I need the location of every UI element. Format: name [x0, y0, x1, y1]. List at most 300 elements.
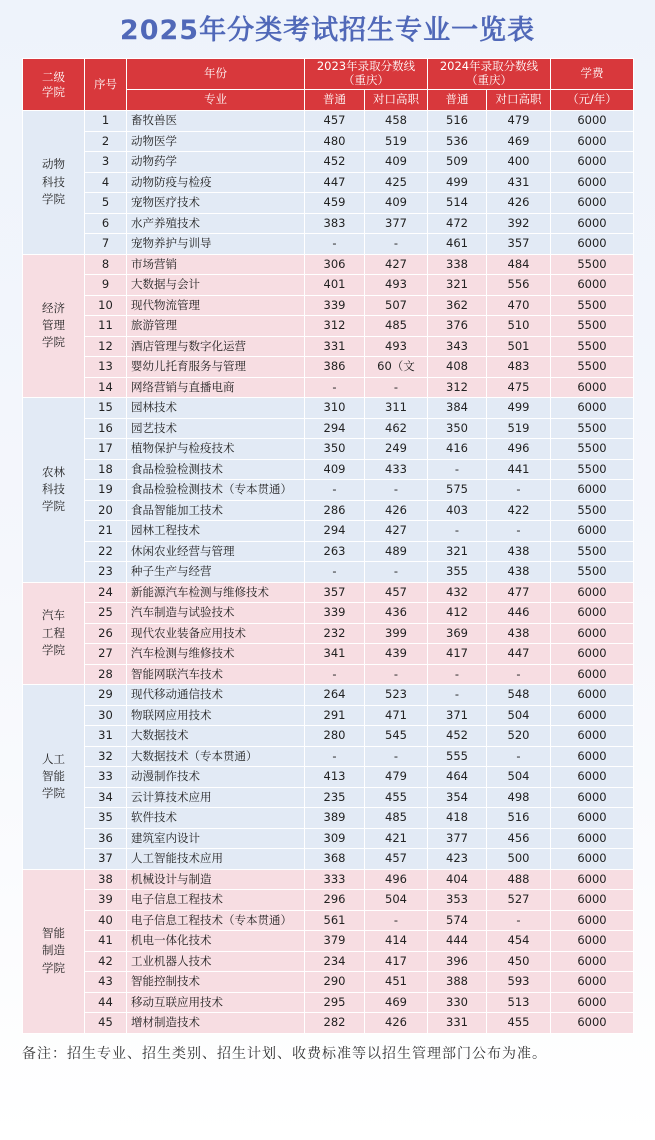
2023-normal-cell: 339	[305, 295, 365, 316]
2023-vocational-cell: -	[365, 664, 428, 685]
college-name: 经济 管理 学院	[23, 254, 85, 398]
major-cell: 婴幼儿托育服务与管理	[127, 357, 305, 378]
2023-normal-cell: 232	[305, 623, 365, 644]
2024-vocational-cell: 456	[487, 828, 551, 849]
2023-vocational-cell: 457	[365, 849, 428, 870]
tuition-cell: 5500	[551, 295, 634, 316]
col-header-tuition: 学费	[551, 59, 634, 90]
2023-vocational-cell: 60（文	[365, 357, 428, 378]
2023-vocational-cell: 496	[365, 869, 428, 890]
table-row	[23, 316, 634, 337]
seq-cell: 35	[85, 808, 127, 829]
major-cell: 园林技术	[127, 398, 305, 419]
2024-normal-cell: 444	[428, 931, 487, 952]
2023-vocational-cell: 493	[365, 275, 428, 296]
table-row	[23, 623, 634, 644]
major-cell: 网络营销与直播电商	[127, 377, 305, 398]
tuition-cell: 6000	[551, 992, 634, 1013]
major-cell: 休闲农业经营与管理	[127, 541, 305, 562]
2023-normal-cell: 290	[305, 972, 365, 993]
major-cell: 现代移动通信技术	[127, 685, 305, 706]
2023-vocational-cell: -	[365, 910, 428, 931]
seq-cell: 37	[85, 849, 127, 870]
tuition-cell: 6000	[551, 951, 634, 972]
major-cell: 水产养殖技术	[127, 213, 305, 234]
tuition-cell: 6000	[551, 869, 634, 890]
major-cell: 动物药学	[127, 152, 305, 173]
col-header-college: 二级 学院	[23, 59, 85, 111]
2024-normal-cell: 404	[428, 869, 487, 890]
major-cell: 食品检验检测技术（专本贯通）	[127, 480, 305, 501]
2023-vocational-cell: 493	[365, 336, 428, 357]
2024-normal-cell: 452	[428, 726, 487, 747]
table-row	[23, 418, 634, 439]
2024-normal-cell: 343	[428, 336, 487, 357]
2024-normal-cell: -	[428, 685, 487, 706]
major-cell: 增材制造技术	[127, 1013, 305, 1034]
2024-normal-cell: 516	[428, 111, 487, 132]
2024-normal-cell: 354	[428, 787, 487, 808]
2023-vocational-cell: 249	[365, 439, 428, 460]
table-row	[23, 582, 634, 603]
2024-vocational-cell: 556	[487, 275, 551, 296]
table-row	[23, 439, 634, 460]
seq-cell: 14	[85, 377, 127, 398]
2024-normal-cell: 369	[428, 623, 487, 644]
tuition-cell: 6000	[551, 172, 634, 193]
2023-normal-cell: -	[305, 746, 365, 767]
2023-vocational-cell: 451	[365, 972, 428, 993]
2024-vocational-cell: 488	[487, 869, 551, 890]
tuition-cell: 6000	[551, 377, 634, 398]
2023-vocational-cell: 426	[365, 500, 428, 521]
2023-normal-cell: 234	[305, 951, 365, 972]
tuition-cell: 6000	[551, 131, 634, 152]
2024-vocational-cell: 426	[487, 193, 551, 214]
2023-normal-cell: 357	[305, 582, 365, 603]
2024-normal-cell: 330	[428, 992, 487, 1013]
major-cell: 工业机器人技术	[127, 951, 305, 972]
2024-vocational-cell: 498	[487, 787, 551, 808]
2024-normal-cell: 331	[428, 1013, 487, 1034]
college-name: 动物 科技 学院	[23, 111, 85, 255]
2024-vocational-cell: 513	[487, 992, 551, 1013]
seq-cell: 43	[85, 972, 127, 993]
table-row	[23, 295, 634, 316]
2023-vocational-cell: 479	[365, 767, 428, 788]
major-cell: 智能控制技术	[127, 972, 305, 993]
2023-normal-cell: 350	[305, 439, 365, 460]
tuition-cell: 6000	[551, 582, 634, 603]
2024-vocational-cell: 422	[487, 500, 551, 521]
2023-vocational-cell: -	[365, 234, 428, 255]
tuition-cell: 5500	[551, 459, 634, 480]
tuition-cell: 5500	[551, 254, 634, 275]
table-row	[23, 951, 634, 972]
tuition-cell: 6000	[551, 767, 634, 788]
2023-normal-cell: 386	[305, 357, 365, 378]
2023-normal-cell: 296	[305, 890, 365, 911]
table-row	[23, 828, 634, 849]
2024-vocational-cell: -	[487, 664, 551, 685]
table-row	[23, 562, 634, 583]
table-row	[23, 152, 634, 173]
major-cell: 汽车制造与试验技术	[127, 603, 305, 624]
table-row	[23, 111, 634, 132]
2023-vocational-cell: 414	[365, 931, 428, 952]
major-cell: 人工智能技术应用	[127, 849, 305, 870]
major-cell: 汽车检测与维修技术	[127, 644, 305, 665]
table-row	[23, 500, 634, 521]
2023-normal-cell: 389	[305, 808, 365, 829]
2023-normal-cell: 280	[305, 726, 365, 747]
col-header-tuition-unit: （元/年）	[551, 90, 634, 111]
2023-vocational-cell: 455	[365, 787, 428, 808]
major-cell: 畜牧兽医	[127, 111, 305, 132]
2023-vocational-cell: 377	[365, 213, 428, 234]
major-cell: 食品智能加工技术	[127, 500, 305, 521]
2023-vocational-cell: 471	[365, 705, 428, 726]
major-cell: 现代物流管理	[127, 295, 305, 316]
seq-cell: 45	[85, 1013, 127, 1034]
2023-vocational-cell: 436	[365, 603, 428, 624]
seq-cell: 30	[85, 705, 127, 726]
major-cell: 电子信息工程技术（专本贯通）	[127, 910, 305, 931]
2023-normal-cell: 294	[305, 418, 365, 439]
col-header-2024-normal: 普通	[428, 90, 487, 111]
2024-vocational-cell: 548	[487, 685, 551, 706]
2023-normal-cell: -	[305, 480, 365, 501]
tuition-cell: 6000	[551, 849, 634, 870]
tuition-cell: 6000	[551, 521, 634, 542]
2023-normal-cell: 263	[305, 541, 365, 562]
seq-cell: 3	[85, 152, 127, 173]
2023-normal-cell: 561	[305, 910, 365, 931]
2024-normal-cell: 514	[428, 193, 487, 214]
tuition-cell: 5500	[551, 541, 634, 562]
major-cell: 建筑室内设计	[127, 828, 305, 849]
table-row	[23, 705, 634, 726]
table-row	[23, 726, 634, 747]
2024-vocational-cell: 475	[487, 377, 551, 398]
2024-vocational-cell: 441	[487, 459, 551, 480]
seq-cell: 39	[85, 890, 127, 911]
2023-normal-cell: -	[305, 562, 365, 583]
col-header-major: 专业	[127, 90, 305, 111]
2024-vocational-cell: 438	[487, 623, 551, 644]
2024-normal-cell: 574	[428, 910, 487, 931]
2023-vocational-cell: -	[365, 562, 428, 583]
footnote: 备注：招生专业、招生类别、招生计划、收费标准等以招生管理部门公布为准。	[22, 1046, 547, 1062]
2023-vocational-cell: 457	[365, 582, 428, 603]
tuition-cell: 6000	[551, 890, 634, 911]
tuition-cell: 6000	[551, 480, 634, 501]
2024-normal-cell: 417	[428, 644, 487, 665]
2024-normal-cell: 396	[428, 951, 487, 972]
col-header-2024: 2024年录取分数线 （重庆）	[428, 59, 551, 90]
2024-vocational-cell: 431	[487, 172, 551, 193]
2024-vocational-cell: 438	[487, 562, 551, 583]
seq-cell: 27	[85, 644, 127, 665]
table-row	[23, 644, 634, 665]
tuition-cell: 5500	[551, 418, 634, 439]
2024-vocational-cell: 454	[487, 931, 551, 952]
tuition-cell: 6000	[551, 603, 634, 624]
2024-normal-cell: 338	[428, 254, 487, 275]
2024-normal-cell: 353	[428, 890, 487, 911]
2024-normal-cell: 350	[428, 418, 487, 439]
seq-cell: 9	[85, 275, 127, 296]
major-cell: 园林工程技术	[127, 521, 305, 542]
major-cell: 机械设计与制造	[127, 869, 305, 890]
2023-vocational-cell: 409	[365, 193, 428, 214]
2023-vocational-cell: 519	[365, 131, 428, 152]
2024-normal-cell: 408	[428, 357, 487, 378]
col-header-2024-vocational: 对口高职	[487, 90, 551, 111]
seq-cell: 40	[85, 910, 127, 931]
2023-normal-cell: 341	[305, 644, 365, 665]
2023-vocational-cell: 427	[365, 254, 428, 275]
2024-normal-cell: 432	[428, 582, 487, 603]
2023-normal-cell: 235	[305, 787, 365, 808]
seq-cell: 26	[85, 623, 127, 644]
2024-vocational-cell: 469	[487, 131, 551, 152]
table-row	[23, 869, 634, 890]
col-header-2023: 2023年录取分数线 （重庆）	[305, 59, 428, 90]
table-row	[23, 1013, 634, 1034]
2023-vocational-cell: 425	[365, 172, 428, 193]
seq-cell: 33	[85, 767, 127, 788]
2024-vocational-cell: -	[487, 521, 551, 542]
2023-normal-cell: -	[305, 377, 365, 398]
major-cell: 食品检验检测技术	[127, 459, 305, 480]
2024-normal-cell: -	[428, 459, 487, 480]
2023-normal-cell: 291	[305, 705, 365, 726]
major-cell: 云计算技术应用	[127, 787, 305, 808]
2024-normal-cell: 416	[428, 439, 487, 460]
2024-vocational-cell: 484	[487, 254, 551, 275]
2024-normal-cell: 312	[428, 377, 487, 398]
seq-cell: 16	[85, 418, 127, 439]
page-title: 2025年分类考试招生专业一览表	[119, 15, 536, 46]
seq-cell: 22	[85, 541, 127, 562]
2023-vocational-cell: 523	[365, 685, 428, 706]
table-row	[23, 992, 634, 1013]
col-header-seq: 序号	[85, 59, 127, 111]
college-name: 智能 制造 学院	[23, 869, 85, 1033]
2023-normal-cell: 264	[305, 685, 365, 706]
2023-normal-cell: 286	[305, 500, 365, 521]
tuition-cell: 6000	[551, 623, 634, 644]
tuition-cell: 6000	[551, 213, 634, 234]
2023-normal-cell: 459	[305, 193, 365, 214]
table-row	[23, 808, 634, 829]
2023-vocational-cell: 485	[365, 316, 428, 337]
seq-cell: 4	[85, 172, 127, 193]
seq-cell: 6	[85, 213, 127, 234]
2024-normal-cell: 362	[428, 295, 487, 316]
2024-normal-cell: 403	[428, 500, 487, 521]
2024-normal-cell: 472	[428, 213, 487, 234]
major-cell: 旅游管理	[127, 316, 305, 337]
2024-vocational-cell: 510	[487, 316, 551, 337]
2024-vocational-cell: 438	[487, 541, 551, 562]
seq-cell: 17	[85, 439, 127, 460]
tuition-cell: 5500	[551, 316, 634, 337]
2024-normal-cell: -	[428, 664, 487, 685]
table-row	[23, 398, 634, 419]
2024-normal-cell: -	[428, 521, 487, 542]
table-row	[23, 213, 634, 234]
2023-vocational-cell: 485	[365, 808, 428, 829]
major-cell: 市场营销	[127, 254, 305, 275]
2024-vocational-cell: 504	[487, 705, 551, 726]
tuition-cell: 6000	[551, 726, 634, 747]
table-row	[23, 541, 634, 562]
2023-vocational-cell: 409	[365, 152, 428, 173]
2024-vocational-cell: 593	[487, 972, 551, 993]
tuition-cell: 5500	[551, 336, 634, 357]
table-row	[23, 664, 634, 685]
college-name: 农林 科技 学院	[23, 398, 85, 583]
table-row	[23, 131, 634, 152]
seq-cell: 11	[85, 316, 127, 337]
tuition-cell: 6000	[551, 193, 634, 214]
2023-normal-cell: 306	[305, 254, 365, 275]
table-row	[23, 377, 634, 398]
seq-cell: 29	[85, 685, 127, 706]
table-row	[23, 336, 634, 357]
major-cell: 电子信息工程技术	[127, 890, 305, 911]
major-cell: 动漫制作技术	[127, 767, 305, 788]
seq-cell: 8	[85, 254, 127, 275]
seq-cell: 34	[85, 787, 127, 808]
2024-normal-cell: 321	[428, 275, 487, 296]
table-row	[23, 603, 634, 624]
2024-vocational-cell: 520	[487, 726, 551, 747]
tuition-cell: 5500	[551, 439, 634, 460]
2023-vocational-cell: -	[365, 746, 428, 767]
seq-cell: 31	[85, 726, 127, 747]
2024-normal-cell: 371	[428, 705, 487, 726]
tuition-cell: 6000	[551, 152, 634, 173]
2023-normal-cell: 294	[305, 521, 365, 542]
2024-vocational-cell: 357	[487, 234, 551, 255]
table-row	[23, 787, 634, 808]
seq-cell: 13	[85, 357, 127, 378]
major-cell: 大数据与会计	[127, 275, 305, 296]
2024-vocational-cell: 450	[487, 951, 551, 972]
2023-normal-cell: 413	[305, 767, 365, 788]
tuition-cell: 6000	[551, 972, 634, 993]
seq-cell: 32	[85, 746, 127, 767]
seq-cell: 23	[85, 562, 127, 583]
major-cell: 宠物养护与训导	[127, 234, 305, 255]
2023-normal-cell: 480	[305, 131, 365, 152]
seq-cell: 28	[85, 664, 127, 685]
2023-vocational-cell: 421	[365, 828, 428, 849]
seq-cell: 5	[85, 193, 127, 214]
table-row	[23, 521, 634, 542]
seq-cell: 15	[85, 398, 127, 419]
2024-vocational-cell: -	[487, 910, 551, 931]
table-row	[23, 275, 634, 296]
2024-normal-cell: 536	[428, 131, 487, 152]
2023-vocational-cell: 507	[365, 295, 428, 316]
tuition-cell: 6000	[551, 234, 634, 255]
2024-vocational-cell: 519	[487, 418, 551, 439]
2023-normal-cell: 447	[305, 172, 365, 193]
table-row	[23, 767, 634, 788]
tuition-cell: 5500	[551, 357, 634, 378]
2023-normal-cell: -	[305, 234, 365, 255]
2023-vocational-cell: 458	[365, 111, 428, 132]
major-cell: 大数据技术（专本贯通）	[127, 746, 305, 767]
tuition-cell: 6000	[551, 1013, 634, 1034]
2023-vocational-cell: 469	[365, 992, 428, 1013]
tuition-cell: 6000	[551, 828, 634, 849]
2023-normal-cell: 310	[305, 398, 365, 419]
table-row	[23, 254, 634, 275]
major-cell: 园艺技术	[127, 418, 305, 439]
tuition-cell: 6000	[551, 705, 634, 726]
major-cell: 机电一体化技术	[127, 931, 305, 952]
2023-normal-cell: 333	[305, 869, 365, 890]
table-row	[23, 459, 634, 480]
2024-vocational-cell: -	[487, 480, 551, 501]
seq-cell: 36	[85, 828, 127, 849]
tuition-cell: 6000	[551, 787, 634, 808]
seq-cell: 12	[85, 336, 127, 357]
table-row	[23, 193, 634, 214]
2023-normal-cell: 312	[305, 316, 365, 337]
seq-cell: 38	[85, 869, 127, 890]
seq-cell: 24	[85, 582, 127, 603]
seq-cell: 20	[85, 500, 127, 521]
seq-cell: 44	[85, 992, 127, 1013]
table-row	[23, 172, 634, 193]
seq-cell: 2	[85, 131, 127, 152]
2024-normal-cell: 377	[428, 828, 487, 849]
major-cell: 宠物医疗技术	[127, 193, 305, 214]
2023-normal-cell: 452	[305, 152, 365, 173]
table-row	[23, 849, 634, 870]
2023-normal-cell: 401	[305, 275, 365, 296]
tuition-cell: 6000	[551, 931, 634, 952]
2024-normal-cell: 555	[428, 746, 487, 767]
2023-vocational-cell: 439	[365, 644, 428, 665]
tuition-cell: 6000	[551, 275, 634, 296]
seq-cell: 18	[85, 459, 127, 480]
2024-normal-cell: 499	[428, 172, 487, 193]
tuition-cell: 6000	[551, 910, 634, 931]
2024-vocational-cell: -	[487, 746, 551, 767]
2024-normal-cell: 321	[428, 541, 487, 562]
major-cell: 动物防疫与检疫	[127, 172, 305, 193]
col-header-2023-vocational: 对口高职	[365, 90, 428, 111]
table-row	[23, 910, 634, 931]
table-row	[23, 234, 634, 255]
2024-normal-cell: 384	[428, 398, 487, 419]
2024-vocational-cell: 496	[487, 439, 551, 460]
2023-vocational-cell: 462	[365, 418, 428, 439]
2024-normal-cell: 355	[428, 562, 487, 583]
2023-vocational-cell: 504	[365, 890, 428, 911]
major-cell: 植物保护与检疫技术	[127, 439, 305, 460]
2024-vocational-cell: 527	[487, 890, 551, 911]
2024-normal-cell: 461	[428, 234, 487, 255]
college-name: 汽车 工程 学院	[23, 582, 85, 685]
